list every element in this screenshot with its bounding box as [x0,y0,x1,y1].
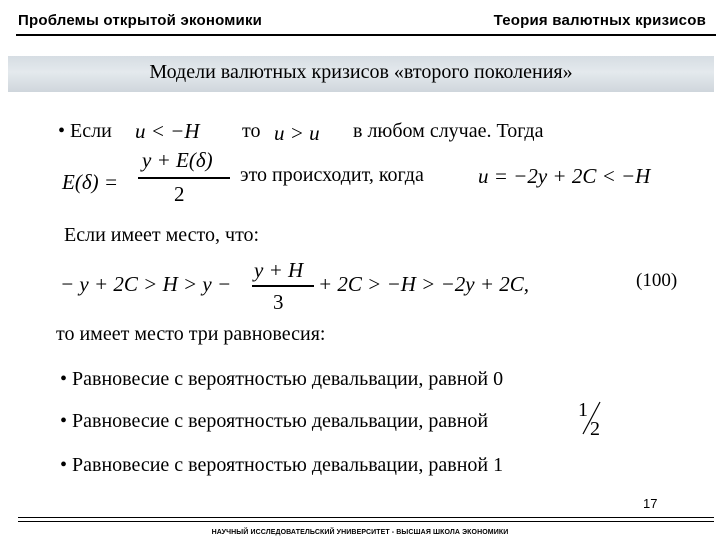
footer-university: НАУЧНЫЙ ИССЛЕДОВАТЕЛЬСКИЙ УНИВЕРСИТЕТ - ВЫСШАЯ ШКОЛА ЭКОНОМИКИ [211,529,509,536]
equation-fraction-denominator: 3 [273,290,284,314]
ineq-u-greater-u: u > u [274,121,320,145]
page-number: 17 [643,496,658,511]
formula-e-delta-numerator: y + E(δ) [142,148,213,172]
formula-e-delta-lhs: E(δ) = [62,170,118,194]
ineq-u-equals: u = −2y + 2C < −H [478,164,651,188]
half-numerator: 1 [578,399,588,421]
equation-fraction-bar [252,285,314,287]
equation-fraction-numerator: y + H [254,258,304,282]
text-if-holds: Если имеет место, что: [64,224,260,246]
list-item-equilibrium-1: • Равновесие с вероятностью девальвации, равной 1 [60,454,504,476]
header-left: Проблемы открытой экономики [18,12,263,29]
condition-u-less-minus-h: u < −H [135,119,200,143]
text-three-equilibria: то имеет место три равновесия: [56,323,326,345]
equation-number: (100) [636,270,678,291]
fraction-bar [138,177,230,179]
header-right: Теория валютных кризисов [493,12,706,29]
text-then: то [242,120,261,142]
text-in-any-case: в любом случае. Тогда [353,120,544,142]
header-divider [16,34,716,36]
list-item-equilibrium-0: • Равновесие с вероятностью девальвации, равной 0 [60,368,504,390]
equation-part2: + 2C > −H > −2y + 2C, [318,272,530,296]
half-denominator: 2 [590,418,600,440]
bullet-if: • Если [58,120,112,142]
footer-rule-bottom [18,521,714,522]
footer-rule-top [18,517,714,518]
equation-part1: − y + 2C > H > y − [60,272,232,296]
list-item-equilibrium-half: • Равновесие с вероятностью девальвации, равной [60,410,489,432]
text-happens-when: это происходит, когда [240,164,424,186]
title-band [8,56,714,92]
formula-e-delta-denominator: 2 [174,182,185,206]
slide-title: Модели валютных кризисов «второго поколения» [149,61,573,83]
